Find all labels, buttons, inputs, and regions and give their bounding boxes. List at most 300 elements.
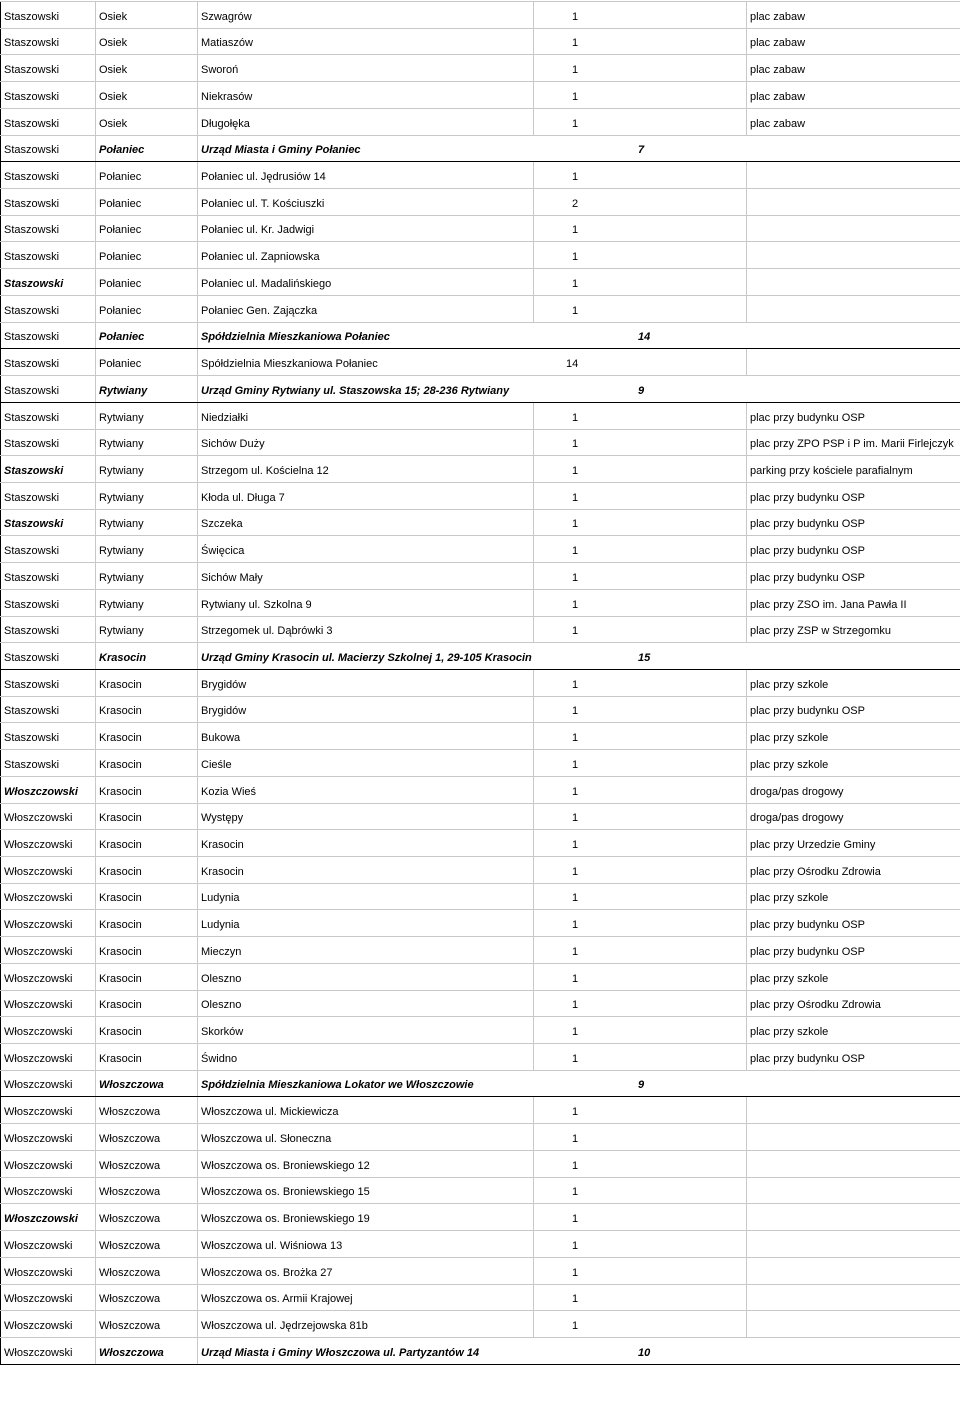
cell-miejsce xyxy=(198,322,960,349)
cell-powiat: Staszowski xyxy=(1,295,96,322)
cell-liczba: 1 xyxy=(534,963,747,990)
cell-powiat: Włoszczowski xyxy=(1,963,96,990)
cell-liczba: 1 xyxy=(534,242,747,269)
cell-powiat: Włoszczowski xyxy=(1,1177,96,1204)
cell-miejsce: Mieczyn xyxy=(198,937,534,964)
cell-miejsce xyxy=(198,1337,960,1364)
cell-miejsce: Niedziałki xyxy=(198,402,534,429)
table-row xyxy=(1,189,960,216)
cell-gmina: Krasocin xyxy=(96,776,198,803)
cell-liczba: 1 xyxy=(534,750,747,777)
table-row xyxy=(1,696,960,723)
cell-miejsce: Oleszno xyxy=(198,963,534,990)
cell-liczba: 1 xyxy=(534,536,747,563)
cell-powiat: Staszowski xyxy=(1,189,96,216)
table-row xyxy=(1,1231,960,1258)
cell-miejsce xyxy=(198,1070,960,1097)
cell-powiat: Włoszczowski xyxy=(1,1070,96,1097)
cell-lokalizacja xyxy=(747,1204,960,1231)
cell-miejsce: Włoszczowa os. Brożka 27 xyxy=(198,1257,534,1284)
cell-gmina: Krasocin xyxy=(96,857,198,884)
cell-gmina: Połaniec xyxy=(96,162,198,189)
table-row xyxy=(1,750,960,777)
count-value: 10 xyxy=(638,1346,651,1359)
cell-liczba: 1 xyxy=(534,1150,747,1177)
table-row xyxy=(1,482,960,509)
cell-liczba: 1 xyxy=(534,55,747,82)
cell-gmina: Włoszczowa xyxy=(96,1124,198,1151)
cell-liczba: 1 xyxy=(534,1204,747,1231)
cell-liczba: 1 xyxy=(534,429,747,456)
cell-miejsce: Szczeka xyxy=(198,509,534,536)
cell-miejsce: Włoszczowa ul. Jędrzejowska 81b xyxy=(198,1311,534,1338)
cell-miejsce: Bukowa xyxy=(198,723,534,750)
cell-powiat: Staszowski xyxy=(1,162,96,189)
table-row xyxy=(1,509,960,536)
cell-gmina: Włoszczowa xyxy=(96,1337,198,1364)
cell-powiat: Włoszczowski xyxy=(1,937,96,964)
cell-powiat: Staszowski xyxy=(1,215,96,242)
cell-liczba: 1 xyxy=(534,1284,747,1311)
cell-liczba: 1 xyxy=(534,509,747,536)
cell-miejsce: Strzegomek ul. Dąbrówki 3 xyxy=(198,616,534,643)
cell-lokalizacja: droga/pas drogowy xyxy=(747,803,960,830)
table-row xyxy=(1,963,960,990)
cell-powiat: Włoszczowski xyxy=(1,830,96,857)
cell-lokalizacja xyxy=(747,1097,960,1124)
cell-powiat: Staszowski xyxy=(1,269,96,296)
cell-liczba: 1 xyxy=(534,1044,747,1071)
cell-liczba: 1 xyxy=(534,857,747,884)
cell-miejsce: Szwagrów xyxy=(198,2,534,29)
cell-lokalizacja: plac przy szkole xyxy=(747,669,960,696)
locations-table xyxy=(0,1,960,1365)
cell-liczba: 1 xyxy=(534,669,747,696)
cell-liczba: 1 xyxy=(534,1177,747,1204)
cell-miejsce: Krasocin xyxy=(198,830,534,857)
cell-gmina: Rytwiany xyxy=(96,402,198,429)
cell-miejsce: Włoszczowa os. Armii Krajowej xyxy=(198,1284,534,1311)
cell-gmina: Rytwiany xyxy=(96,616,198,643)
miejsce-text: Urząd Gminy Rytwiany ul. Staszowska 15; 28-236 Rytwiany xyxy=(201,384,510,397)
cell-powiat: Staszowski xyxy=(1,55,96,82)
cell-miejsce xyxy=(198,376,960,403)
cell-lokalizacja: plac przy Urzedzie Gminy xyxy=(747,830,960,857)
cell-miejsce: Sichów Duży xyxy=(198,429,534,456)
table-row xyxy=(1,1311,960,1338)
cell-lokalizacja xyxy=(747,1311,960,1338)
cell-powiat: Staszowski xyxy=(1,482,96,509)
cell-gmina: Rytwiany xyxy=(96,429,198,456)
cell-gmina: Włoszczowa xyxy=(96,1204,198,1231)
cell-miejsce: Ludynia xyxy=(198,910,534,937)
cell-liczba: 1 xyxy=(534,1124,747,1151)
cell-lokalizacja: plac przy budynku OSP xyxy=(747,696,960,723)
cell-gmina: Rytwiany xyxy=(96,376,198,403)
cell-lokalizacja xyxy=(747,1177,960,1204)
cell-gmina: Osiek xyxy=(96,28,198,55)
table-row xyxy=(1,28,960,55)
cell-liczba: 1 xyxy=(534,910,747,937)
cell-gmina: Włoszczowa xyxy=(96,1284,198,1311)
cell-powiat: Staszowski xyxy=(1,536,96,563)
cell-liczba: 1 xyxy=(534,456,747,483)
cell-lokalizacja xyxy=(747,1150,960,1177)
cell-miejsce: Brygidów xyxy=(198,696,534,723)
cell-gmina: Osiek xyxy=(96,2,198,29)
cell-gmina: Połaniec xyxy=(96,269,198,296)
count-value: 9 xyxy=(638,1079,645,1092)
cell-powiat: Staszowski xyxy=(1,429,96,456)
count-value: 15 xyxy=(638,651,651,664)
cell-miejsce xyxy=(198,643,960,670)
cell-lokalizacja: plac przy budynku OSP xyxy=(747,563,960,590)
cell-liczba: 1 xyxy=(534,1097,747,1124)
cell-miejsce: Sichów Mały xyxy=(198,563,534,590)
cell-powiat: Staszowski xyxy=(1,589,96,616)
cell-powiat: Staszowski xyxy=(1,402,96,429)
cell-gmina: Krasocin xyxy=(96,723,198,750)
cell-gmina: Krasocin xyxy=(96,669,198,696)
cell-miejsce: Długołęka xyxy=(198,108,534,135)
cell-miejsce: Rytwiany ul. Szkolna 9 xyxy=(198,589,534,616)
table-row xyxy=(1,402,960,429)
table-row xyxy=(1,1284,960,1311)
cell-gmina: Krasocin xyxy=(96,910,198,937)
table-row xyxy=(1,1124,960,1151)
table-row xyxy=(1,776,960,803)
count-value: 14 xyxy=(566,358,579,371)
cell-gmina: Włoszczowa xyxy=(96,1231,198,1258)
cell-miejsce: Święcica xyxy=(198,536,534,563)
cell-liczba: 1 xyxy=(534,589,747,616)
cell-lokalizacja xyxy=(747,1257,960,1284)
cell-liczba: 1 xyxy=(534,1257,747,1284)
cell-gmina: Połaniec xyxy=(96,215,198,242)
cell-miejsce xyxy=(198,349,747,376)
cell-liczba: 1 xyxy=(534,776,747,803)
cell-miejsce: Połaniec ul. T. Kościuszki xyxy=(198,189,534,216)
cell-powiat: Staszowski xyxy=(1,2,96,29)
table-row xyxy=(1,830,960,857)
cell-miejsce: Sworoń xyxy=(198,55,534,82)
cell-lokalizacja: plac przy ZSO im. Jana Pawła II xyxy=(747,589,960,616)
cell-miejsce: Połaniec Gen. Zajączka xyxy=(198,295,534,322)
cell-liczba: 1 xyxy=(534,2,747,29)
cell-lokalizacja: plac przy ZPO PSP i P im. Marii Firlejczyk xyxy=(747,429,960,456)
cell-gmina: Rytwiany xyxy=(96,563,198,590)
cell-lokalizacja xyxy=(747,215,960,242)
cell-liczba: 1 xyxy=(534,616,747,643)
cell-gmina: Rytwiany xyxy=(96,509,198,536)
cell-gmina: Krasocin xyxy=(96,883,198,910)
cell-gmina: Rytwiany xyxy=(96,482,198,509)
cell-liczba: 1 xyxy=(534,162,747,189)
cell-powiat: Włoszczowski xyxy=(1,1044,96,1071)
table-row xyxy=(1,242,960,269)
cell-powiat: Staszowski xyxy=(1,643,96,670)
count-value: 14 xyxy=(638,331,651,344)
table-row xyxy=(1,55,960,82)
cell-powiat: Staszowski xyxy=(1,669,96,696)
cell-powiat: Staszowski xyxy=(1,750,96,777)
cell-gmina: Rytwiany xyxy=(96,456,198,483)
cell-lokalizacja: plac przy budynku OSP xyxy=(747,402,960,429)
cell-lokalizacja: plac przy Ośrodku Zdrowia xyxy=(747,857,960,884)
cell-gmina: Krasocin xyxy=(96,1044,198,1071)
table-row xyxy=(1,456,960,483)
cell-lokalizacja: droga/pas drogowy xyxy=(747,776,960,803)
cell-lokalizacja: plac zabaw xyxy=(747,82,960,109)
table-row xyxy=(1,1177,960,1204)
miejsce-text: Urząd Gminy Krasocin ul. Macierzy Szkolnej 1, 29-105 Krasocin xyxy=(201,651,532,664)
cell-liczba: 1 xyxy=(534,723,747,750)
table-row xyxy=(1,536,960,563)
cell-powiat: Włoszczowski xyxy=(1,1257,96,1284)
table-row xyxy=(1,1070,960,1097)
cell-lokalizacja: plac przy szkole xyxy=(747,750,960,777)
cell-gmina: Krasocin xyxy=(96,1017,198,1044)
table-row xyxy=(1,910,960,937)
cell-lokalizacja: plac przy budynku OSP xyxy=(747,1044,960,1071)
cell-powiat: Staszowski xyxy=(1,509,96,536)
cell-empty xyxy=(747,349,960,376)
cell-powiat: Włoszczowski xyxy=(1,776,96,803)
cell-gmina: Włoszczowa xyxy=(96,1257,198,1284)
cell-gmina: Krasocin xyxy=(96,937,198,964)
cell-liczba: 1 xyxy=(534,482,747,509)
cell-gmina: Osiek xyxy=(96,82,198,109)
cell-lokalizacja: plac przy szkole xyxy=(747,963,960,990)
cell-liczba: 1 xyxy=(534,108,747,135)
cell-miejsce: Matiaszów xyxy=(198,28,534,55)
cell-lokalizacja: plac zabaw xyxy=(747,55,960,82)
cell-miejsce: Kłoda ul. Długa 7 xyxy=(198,482,534,509)
cell-lokalizacja xyxy=(747,1231,960,1258)
cell-powiat: Staszowski xyxy=(1,28,96,55)
cell-liczba: 1 xyxy=(534,1311,747,1338)
cell-lokalizacja: plac przy budynku OSP xyxy=(747,937,960,964)
cell-miejsce: Połaniec ul. Jędrusiów 14 xyxy=(198,162,534,189)
table-row xyxy=(1,803,960,830)
cell-liczba: 1 xyxy=(534,803,747,830)
cell-powiat: Włoszczowski xyxy=(1,1150,96,1177)
cell-lokalizacja xyxy=(747,1124,960,1151)
cell-gmina: Włoszczowa xyxy=(96,1177,198,1204)
cell-gmina: Połaniec xyxy=(96,242,198,269)
cell-liczba: 1 xyxy=(534,696,747,723)
cell-liczba: 1 xyxy=(534,402,747,429)
cell-liczba: 1 xyxy=(534,563,747,590)
cell-lokalizacja: plac przy szkole xyxy=(747,1017,960,1044)
cell-miejsce: Włoszczowa os. Broniewskiego 19 xyxy=(198,1204,534,1231)
cell-lokalizacja: parking przy kościele parafialnym xyxy=(747,456,960,483)
cell-gmina: Krasocin xyxy=(96,643,198,670)
cell-gmina: Połaniec xyxy=(96,189,198,216)
table-row xyxy=(1,643,960,670)
cell-miejsce: Włoszczowa os. Broniewskiego 15 xyxy=(198,1177,534,1204)
cell-powiat: Włoszczowski xyxy=(1,910,96,937)
cell-miejsce xyxy=(198,135,960,162)
cell-lokalizacja xyxy=(747,242,960,269)
cell-powiat: Włoszczowski xyxy=(1,1231,96,1258)
cell-powiat: Włoszczowski xyxy=(1,1311,96,1338)
cell-miejsce: Oleszno xyxy=(198,990,534,1017)
cell-powiat: Włoszczowski xyxy=(1,1124,96,1151)
cell-liczba: 1 xyxy=(534,830,747,857)
cell-powiat: Staszowski xyxy=(1,376,96,403)
cell-lokalizacja: plac przy budynku OSP xyxy=(747,509,960,536)
cell-miejsce: Połaniec ul. Madalińskiego xyxy=(198,269,534,296)
table-body xyxy=(1,2,960,1365)
cell-powiat: Włoszczowski xyxy=(1,857,96,884)
cell-gmina: Połaniec xyxy=(96,295,198,322)
cell-liczba: 1 xyxy=(534,937,747,964)
cell-gmina: Włoszczowa xyxy=(96,1070,198,1097)
cell-liczba: 1 xyxy=(534,295,747,322)
cell-powiat: Włoszczowski xyxy=(1,803,96,830)
cell-miejsce: Włoszczowa ul. Wiśniowa 13 xyxy=(198,1231,534,1258)
cell-gmina: Krasocin xyxy=(96,963,198,990)
cell-powiat: Staszowski xyxy=(1,349,96,376)
cell-gmina: Rytwiany xyxy=(96,589,198,616)
cell-powiat: Włoszczowski xyxy=(1,1017,96,1044)
table-row xyxy=(1,616,960,643)
cell-miejsce: Skorków xyxy=(198,1017,534,1044)
cell-liczba: 1 xyxy=(534,990,747,1017)
miejsce-text: Spółdzielnia Mieszkaniowa Połaniec xyxy=(201,358,378,371)
cell-lokalizacja xyxy=(747,189,960,216)
miejsce-text: Spółdzielnia Mieszkaniowa Połaniec xyxy=(201,331,390,344)
table-row xyxy=(1,1150,960,1177)
cell-powiat: Staszowski xyxy=(1,696,96,723)
cell-gmina: Połaniec xyxy=(96,135,198,162)
table-row xyxy=(1,1337,960,1364)
cell-miejsce: Kozia Wieś xyxy=(198,776,534,803)
table-row xyxy=(1,322,960,349)
cell-liczba: 1 xyxy=(534,269,747,296)
table-row xyxy=(1,295,960,322)
cell-powiat: Staszowski xyxy=(1,135,96,162)
cell-powiat: Staszowski xyxy=(1,563,96,590)
table-row xyxy=(1,269,960,296)
cell-gmina: Połaniec xyxy=(96,349,198,376)
cell-miejsce: Włoszczowa ul. Słoneczna xyxy=(198,1124,534,1151)
table-row xyxy=(1,990,960,1017)
cell-powiat: Staszowski xyxy=(1,242,96,269)
cell-powiat: Włoszczowski xyxy=(1,1284,96,1311)
cell-lokalizacja: plac zabaw xyxy=(747,28,960,55)
cell-miejsce: Świdno xyxy=(198,1044,534,1071)
count-value: 7 xyxy=(638,144,645,157)
count-value: 9 xyxy=(638,384,645,397)
table-row xyxy=(1,1044,960,1071)
cell-powiat: Włoszczowski xyxy=(1,1204,96,1231)
table-row xyxy=(1,723,960,750)
table-row xyxy=(1,1204,960,1231)
cell-miejsce: Włoszczowa os. Broniewskiego 12 xyxy=(198,1150,534,1177)
cell-miejsce: Brygidów xyxy=(198,669,534,696)
cell-lokalizacja xyxy=(747,269,960,296)
table-row xyxy=(1,589,960,616)
cell-gmina: Włoszczowa xyxy=(96,1097,198,1124)
cell-powiat: Włoszczowski xyxy=(1,1097,96,1124)
cell-powiat: Włoszczowski xyxy=(1,990,96,1017)
table-row xyxy=(1,1017,960,1044)
cell-miejsce: Krasocin xyxy=(198,857,534,884)
cell-gmina: Krasocin xyxy=(96,696,198,723)
cell-liczba: 1 xyxy=(534,1017,747,1044)
cell-miejsce: Ludynia xyxy=(198,883,534,910)
table-row xyxy=(1,1097,960,1124)
cell-powiat: Staszowski xyxy=(1,616,96,643)
cell-lokalizacja: plac przy ZSP w Strzegomku xyxy=(747,616,960,643)
cell-lokalizacja xyxy=(747,295,960,322)
miejsce-text: Urząd Miasta i Gminy Włoszczowa ul. Partyzantów 14 xyxy=(201,1346,480,1359)
cell-powiat: Staszowski xyxy=(1,82,96,109)
table-row xyxy=(1,215,960,242)
cell-miejsce: Strzegom ul. Kościelna 12 xyxy=(198,456,534,483)
cell-lokalizacja xyxy=(747,1284,960,1311)
cell-miejsce: Połaniec ul. Zapniowska xyxy=(198,242,534,269)
table-row xyxy=(1,1257,960,1284)
table-row xyxy=(1,108,960,135)
cell-gmina: Osiek xyxy=(96,108,198,135)
cell-gmina: Krasocin xyxy=(96,803,198,830)
table-row xyxy=(1,349,960,376)
table-row xyxy=(1,563,960,590)
cell-gmina: Włoszczowa xyxy=(96,1311,198,1338)
cell-lokalizacja: plac przy Ośrodku Zdrowia xyxy=(747,990,960,1017)
table-row xyxy=(1,162,960,189)
cell-lokalizacja: plac przy szkole xyxy=(747,883,960,910)
cell-liczba: 2 xyxy=(534,189,747,216)
table-row xyxy=(1,376,960,403)
cell-gmina: Włoszczowa xyxy=(96,1150,198,1177)
table-row xyxy=(1,857,960,884)
cell-powiat: Staszowski xyxy=(1,322,96,349)
table-row xyxy=(1,937,960,964)
cell-gmina: Krasocin xyxy=(96,830,198,857)
cell-powiat: Staszowski xyxy=(1,456,96,483)
cell-liczba: 1 xyxy=(534,883,747,910)
table-row xyxy=(1,669,960,696)
cell-lokalizacja: plac zabaw xyxy=(747,108,960,135)
cell-lokalizacja: plac przy budynku OSP xyxy=(747,482,960,509)
cell-miejsce: Włoszczowa ul. Mickiewicza xyxy=(198,1097,534,1124)
cell-miejsce: Połaniec ul. Kr. Jadwigi xyxy=(198,215,534,242)
table-row xyxy=(1,82,960,109)
table-row xyxy=(1,883,960,910)
cell-lokalizacja: plac przy budynku OSP xyxy=(747,536,960,563)
cell-gmina: Połaniec xyxy=(96,322,198,349)
cell-gmina: Osiek xyxy=(96,55,198,82)
cell-liczba: 1 xyxy=(534,1231,747,1258)
cell-miejsce: Cieśle xyxy=(198,750,534,777)
cell-liczba: 1 xyxy=(534,215,747,242)
cell-liczba: 1 xyxy=(534,82,747,109)
table-row xyxy=(1,429,960,456)
cell-miejsce: Niekrasów xyxy=(198,82,534,109)
cell-powiat: Staszowski xyxy=(1,108,96,135)
cell-lokalizacja xyxy=(747,162,960,189)
cell-liczba: 1 xyxy=(534,28,747,55)
cell-lokalizacja: plac zabaw xyxy=(747,2,960,29)
miejsce-text: Urząd Miasta i Gminy Połaniec xyxy=(201,144,361,157)
cell-lokalizacja: plac przy budynku OSP xyxy=(747,910,960,937)
cell-gmina: Krasocin xyxy=(96,750,198,777)
table-row xyxy=(1,135,960,162)
